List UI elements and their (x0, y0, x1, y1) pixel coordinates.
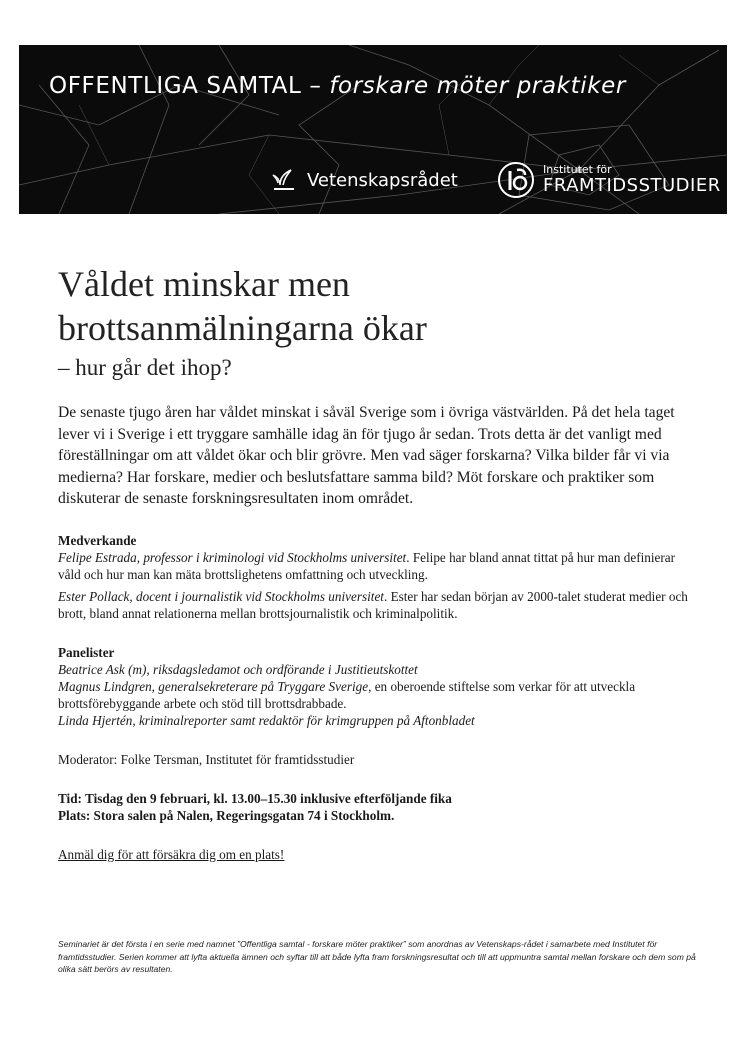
panelist-lindgren-text: , en oberoende stiftelse som verkar för att utveckla brottsförebyggande arbete och stöd till brottsdrabbade. (58, 678, 636, 711)
panelist-lindgren (58, 678, 698, 712)
intro-paragraph: De senaste tjugo åren har våldet minskat i såväl Sverige som i övriga västvärlden. På det hela taget lever vi i Sverige i ett tryggare samhälle idag än för tjugo år sedan. Trots detta är det vanligt med föreställningar om att våldet ökar och blir grövre. Men vad säger forskarna? Vilka bilder får vi via medierna? Har forskare, medier och beslutsfattare samma bild? Möt forskare och praktiker som diskuterar de senaste forskningsresultaten inom området. (58, 404, 675, 507)
page-subtitle: – hur går det ihop? (58, 355, 232, 380)
vetenskapsradet-logo (271, 167, 458, 193)
participant-estrada-name: Felipe Estrada, professor i kriminologi vid Stockholms universitet (58, 549, 407, 565)
series-title (49, 73, 709, 99)
page-title-line1: Våldet minskar men (58, 264, 350, 304)
page-title-line2: brottsanmälningarna ökar (58, 308, 427, 348)
series-title-script: forskare möter praktiker (329, 73, 626, 99)
medverkande-section (58, 532, 698, 622)
moderator-line: Moderator: Folke Tersman, Institutet för framtidsstudier (58, 751, 355, 767)
panelist-lindgren-name: Magnus Lindgren, generalsekreterare på Tryggare Sverige (58, 678, 369, 694)
panelister-heading: Panelister (58, 644, 115, 660)
event-location: Plats: Stora salen på Nalen, Regeringsgatan 74 i Stockholm. (58, 807, 395, 823)
vetenskapsradet-label: Vetenskapsrådet (307, 169, 458, 191)
framtidsstudier-label-line2: FRAMTIDSSTUDIER (543, 175, 721, 196)
participant-estrada (58, 549, 698, 583)
register-link[interactable]: Anmäl dig för att försäkra dig om en plats! (58, 846, 285, 862)
framtidsstudier-label-line1: Institutet för (543, 163, 612, 176)
panelister-section (58, 644, 698, 729)
page-title (58, 262, 698, 350)
framtidsstudier-logo (497, 161, 721, 199)
vetenskapsradet-leaf-icon (271, 167, 297, 193)
main-content (58, 262, 698, 863)
participant-pollack-name: Ester Pollack, docent i journalistik vid Stockholms universitet (58, 588, 384, 604)
participant-estrada-text: . Felipe har bland annat tittat på hur man definierar våld och hur man kan mäta brottslighetens omfattning och utveckling. (58, 549, 675, 582)
footer-note: Seminariet är det första i en serie med namnet ”Offentliga samtal - forskare möter praktiker” som anordnas av Vetenskaps-rådet i samarbete med Institutet för framtidsstudier. Serien kommer att lyfta aktuella ämnen och syftar till att både lyfta fram forskningsresultat och till att uppmuntra samtal mellan forskare och dem som på olika sätt berörs av resultaten. (58, 939, 696, 974)
event-time: Tid: Tisdag den 9 februari, kl. 13.00–15.30 inklusive efterföljande fika (58, 790, 452, 806)
participant-pollack-text: . Ester har sedan början av 2000-talet studerat medier och brott, bland annat relationerna mellan brottsjournalistik och kriminalpolitik. (58, 588, 688, 621)
panelist-ask: Beatrice Ask (m), riksdagsledamot och ordförande i Justitieutskottet (58, 661, 418, 677)
participant-pollack (58, 588, 698, 622)
series-title-prefix: OFFENTLIGA SAMTAL – (49, 73, 330, 99)
framtidsstudier-emblem-icon (497, 161, 535, 199)
header-banner (19, 45, 727, 214)
panelist-hjerten: Linda Hjertén, kriminalreporter samt redaktör för krimgruppen på Aftonbladet (58, 712, 475, 728)
medverkande-heading: Medverkande (58, 532, 137, 548)
